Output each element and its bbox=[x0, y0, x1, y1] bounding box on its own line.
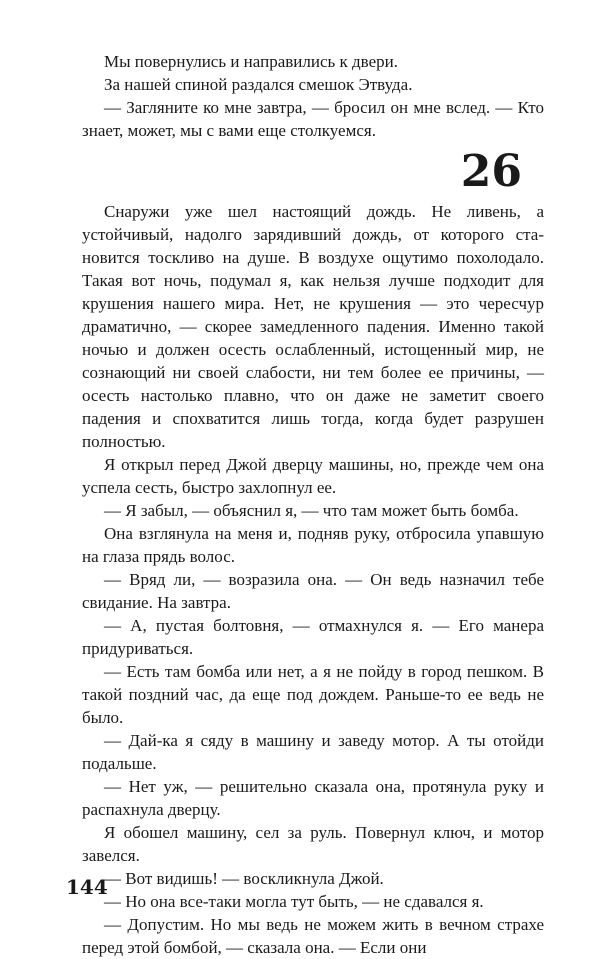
paragraph: — Но она все-таки могла тут быть, — не сдавался я. bbox=[104, 892, 484, 911]
paragraph: — Вот видишь! — воскликнула Джой. bbox=[104, 869, 384, 888]
paragraph: — Вряд ли, — возразила она. — Он ведь назначил тебе свидание. На завтра. bbox=[82, 570, 544, 612]
paragraph: — А, пустая болтовня, — отмахнулся я. — Его манера придуриваться. bbox=[82, 616, 544, 658]
paragraph: За нашей спиной раздался смешок Этвуда. bbox=[104, 75, 413, 94]
chapter-number: 26 bbox=[460, 146, 522, 197]
paragraph: Мы повернулись и направились к двери. bbox=[104, 52, 398, 71]
paragraph: Она взглянула на меня и, подняв руку, отбросила упавшую на глаза прядь волос. bbox=[82, 524, 544, 566]
paragraph: Снаружи уже шел настоящий дождь. Не ливень, а устойчивый, надолго зарядивший дождь, от которого становится тоскливо на душе. В воздухе ощутимо похолодало. Такая вот ночь, подумал я, как нельзя лучше подходит для крушения нашего мира. Нет, не крушения — это чересчур драматично, — скорее замедленного падения. Именно такой ночью и должен осесть ослабленный, истощенный мир, не сознающий ни своей слабости, ни тем более ее причины, — осесть настолько плавно, что он даже не заметит своего падения и спохватится лишь тогда, когда будет разрушен полностью. bbox=[82, 202, 544, 451]
paragraph: — Есть там бомба или нет, а я не пойду в город пешком. В такой поздний час, да еще под дождем. Раньше-то ее ведь не было. bbox=[82, 662, 544, 727]
paragraph: — Допустим. Но мы ведь не можем жить в вечном страхе перед этой бомбой, — сказала она. — Если они bbox=[82, 915, 544, 957]
paragraph: — Дай-ка я сяду в машину и заведу мотор. А ты отойди подальше. bbox=[82, 731, 544, 773]
paragraph: Я открыл перед Джой дверцу машины, но, прежде чем она успела сесть, быстро захлопнул ее. bbox=[82, 455, 544, 497]
page-number: 144 bbox=[66, 875, 108, 899]
paragraph: — Нет уж, — решительно сказала она, протянула руку и распахнула дверцу. bbox=[82, 777, 544, 819]
paragraph: Я обошел машину, сел за руль. Повернул ключ, и мотор завелся. bbox=[82, 823, 544, 865]
paragraph: — Загляните ко мне завтра, — бросил он мне вслед. — Кто знает, может, мы с вами еще столкуемся. bbox=[82, 98, 544, 140]
chapter-26-body bbox=[82, 200, 544, 959]
chapter-25-ending bbox=[82, 50, 544, 142]
paragraph: — Я забыл, — объяснил я, — что там может быть бомба. bbox=[104, 501, 519, 520]
